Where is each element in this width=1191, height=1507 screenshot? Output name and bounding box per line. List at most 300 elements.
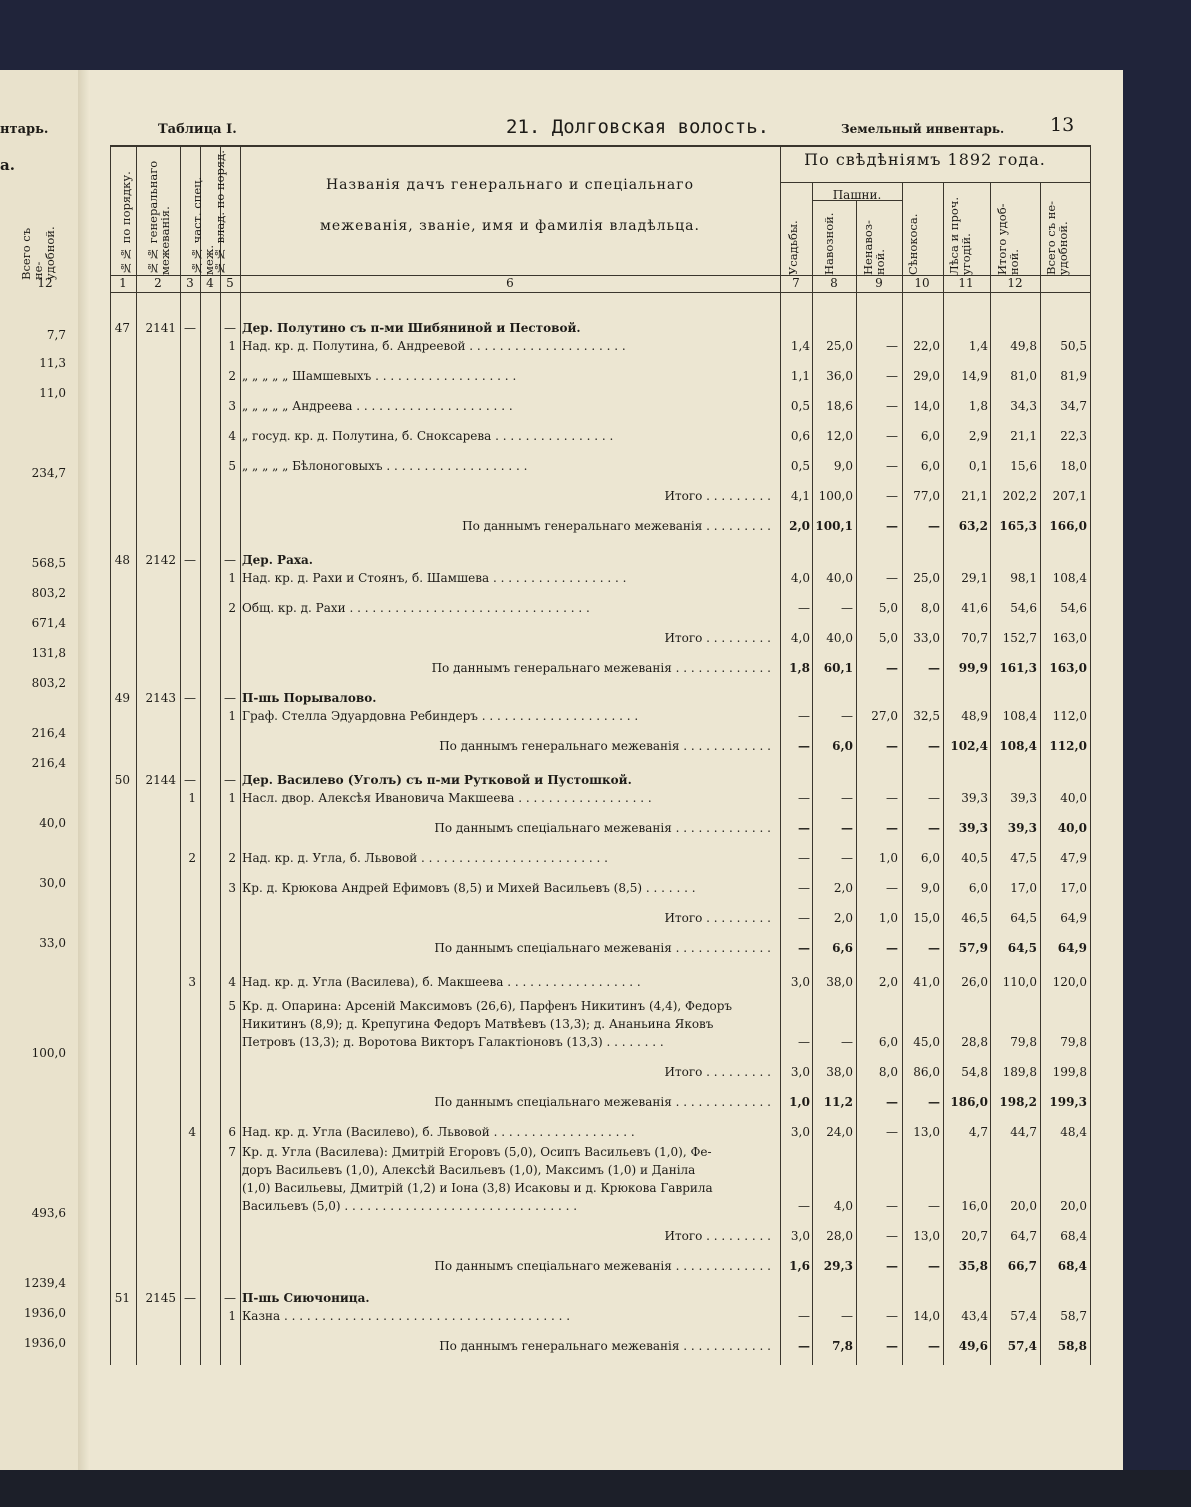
cell-value-col6: 1,8 bbox=[789, 661, 810, 675]
left-page-value: 1239,4 bbox=[24, 1276, 66, 1290]
cell-name: Кр. д. Опарина: Арсеній Максимовъ (26,6), Парфенъ Никитинъ (4,4), Федоръ bbox=[242, 999, 733, 1013]
cell-value-col8: — bbox=[886, 1095, 898, 1109]
table-row bbox=[90, 458, 1123, 474]
cell-name: Итого . . . . . . . . . bbox=[664, 911, 771, 925]
cell-n3: 3 bbox=[188, 975, 196, 989]
cell-value-col12: 22,3 bbox=[1060, 429, 1087, 443]
cell-value-col6: 3,0 bbox=[790, 1229, 810, 1243]
cell-value-col10: 46,5 bbox=[961, 911, 988, 925]
cell-value-col9: 29,0 bbox=[913, 369, 940, 383]
cell-value-col12: 17,0 bbox=[1060, 881, 1087, 895]
cell-name: „ „ „ „ „ Бѣлоноговыхъ . . . . . . . . . . . . . . . . . . . bbox=[242, 459, 528, 473]
cell-value-col6: — bbox=[798, 1339, 810, 1353]
cell-value-col11: 189,8 bbox=[1002, 1065, 1037, 1079]
left-page-value: 40,0 bbox=[39, 816, 66, 830]
table-row bbox=[90, 488, 1123, 504]
cell-value-col11: 20,0 bbox=[1010, 1199, 1037, 1213]
cell-value-col7: 38,0 bbox=[826, 1065, 853, 1079]
cell-value-col10: 6,0 bbox=[968, 881, 988, 895]
cell-n4: 5 bbox=[228, 999, 236, 1013]
table-row bbox=[90, 1308, 1123, 1324]
cell-value-col10: 28,8 bbox=[961, 1035, 988, 1049]
cell-n4: — bbox=[224, 321, 236, 335]
cell-value-col10: 70,7 bbox=[961, 631, 988, 645]
cell-n2: 2145 bbox=[145, 1291, 176, 1305]
cell-value-col7: 24,0 bbox=[826, 1125, 853, 1139]
cell-value-col11: 44,7 bbox=[1010, 1125, 1037, 1139]
cell-n2: 2141 bbox=[145, 321, 176, 335]
cell-value-col11: 39,3 bbox=[1010, 791, 1037, 805]
cell-value-col11: 202,2 bbox=[1002, 489, 1037, 503]
document-page bbox=[90, 70, 1123, 1470]
cell-name: Общ. кр. д. Рахи . . . . . . . . . . . . . . . . . . . . . . . . . . . . . . . . bbox=[242, 601, 590, 615]
scan-background-right bbox=[1123, 70, 1191, 1470]
cell-value-col8: — bbox=[886, 881, 898, 895]
cell-value-col9: — bbox=[928, 1095, 940, 1109]
cell-value-col8: — bbox=[886, 1259, 898, 1273]
cell-name: Казна . . . . . . . . . . . . . . . . . . . . . . . . . . . . . . . . . . . . . . bbox=[242, 1309, 571, 1323]
cell-n3: — bbox=[184, 773, 196, 787]
left-page-value: 1936,0 bbox=[24, 1306, 66, 1320]
page-title: 21. Долговская волость. bbox=[506, 116, 770, 138]
cell-name: П-шь Порывалово. bbox=[242, 691, 377, 705]
cell-value-col6: 0,5 bbox=[790, 399, 810, 413]
cell-value-col9: 13,0 bbox=[913, 1229, 940, 1243]
cell-value-col9: — bbox=[928, 1199, 940, 1213]
cell-value-col9: 6,0 bbox=[920, 459, 940, 473]
cell-value-col6: 4,1 bbox=[790, 489, 810, 503]
table-row bbox=[90, 630, 1123, 646]
cell-value-col7: — bbox=[841, 601, 853, 615]
cell-value-col12: 68,4 bbox=[1057, 1259, 1087, 1273]
table-row bbox=[90, 600, 1123, 616]
col-header-5-line2: межеванія, званіе, имя и фамилія владѣльца. bbox=[320, 218, 700, 234]
cell-value-col7: 4,0 bbox=[833, 1199, 853, 1213]
cell-value-col6: 3,0 bbox=[790, 1065, 810, 1079]
cell-value-col11: 49,8 bbox=[1010, 339, 1037, 353]
cell-value-col11: 66,7 bbox=[1007, 1259, 1037, 1273]
cell-value-col9: — bbox=[928, 739, 940, 753]
cell-value-col9: 9,0 bbox=[920, 881, 940, 895]
cell-value-col10: 0,1 bbox=[968, 459, 988, 473]
cell-value-col12: 68,4 bbox=[1060, 1229, 1087, 1243]
cell-value-col12: 79,8 bbox=[1060, 1035, 1087, 1049]
cell-value-col9: 33,0 bbox=[913, 631, 940, 645]
table-row bbox=[90, 1144, 1123, 1160]
cell-value-col7: 100,1 bbox=[815, 519, 853, 533]
column-number-2: 2 bbox=[154, 276, 162, 290]
column-number-1: 1 bbox=[119, 276, 127, 290]
cell-n4: 3 bbox=[228, 399, 236, 413]
cell-value-col6: — bbox=[798, 601, 810, 615]
group-header-rule bbox=[780, 182, 1090, 183]
cell-value-col8: — bbox=[886, 459, 898, 473]
cell-n1: 49 bbox=[114, 691, 130, 705]
cell-value-col10: 4,7 bbox=[968, 1125, 988, 1139]
cell-value-col10: 35,8 bbox=[958, 1259, 988, 1273]
cell-value-col7: — bbox=[841, 821, 853, 835]
cell-value-col6: 1,0 bbox=[789, 1095, 810, 1109]
cell-name: „ госуд. кр. д. Полутина, б. Снoксарева . . . . . . . . . . . . . . . . bbox=[242, 429, 614, 443]
table-row bbox=[90, 552, 1123, 568]
left-page-value: 30,0 bbox=[39, 876, 66, 890]
cell-value-col10: 16,0 bbox=[961, 1199, 988, 1213]
table-row bbox=[90, 880, 1123, 896]
cell-value-col12: 47,9 bbox=[1060, 851, 1087, 865]
table-row bbox=[90, 790, 1123, 806]
cell-n4: 1 bbox=[228, 571, 236, 585]
cell-value-col8: — bbox=[886, 1339, 898, 1353]
cell-value-col12: 48,4 bbox=[1060, 1125, 1087, 1139]
cell-value-col7: — bbox=[841, 1309, 853, 1323]
cell-value-col6: — bbox=[798, 941, 810, 955]
cell-value-col12: 58,7 bbox=[1060, 1309, 1087, 1323]
col-header-12: Всего съ не- удобной. bbox=[1044, 200, 1070, 275]
cell-value-col7: 40,0 bbox=[826, 571, 853, 585]
cell-value-col10: 43,4 bbox=[961, 1309, 988, 1323]
col-header-9: Сѣнокоса. bbox=[906, 213, 920, 275]
cell-value-col12: 20,0 bbox=[1060, 1199, 1087, 1213]
cell-value-col7: — bbox=[841, 791, 853, 805]
table-row bbox=[90, 998, 1123, 1014]
cell-name: Итого . . . . . . . . . bbox=[664, 1229, 771, 1243]
cell-value-col7: 18,6 bbox=[826, 399, 853, 413]
left-page-value: 33,0 bbox=[39, 936, 66, 950]
col-header-8: Ненавоз- ной. bbox=[861, 220, 887, 275]
left-page-value: 11,3 bbox=[39, 356, 66, 370]
cell-value-col12: 120,0 bbox=[1052, 975, 1087, 989]
cell-value-col9: — bbox=[928, 519, 940, 533]
cell-value-col8: — bbox=[886, 1309, 898, 1323]
cell-value-col11: 79,8 bbox=[1010, 1035, 1037, 1049]
cell-value-col9: — bbox=[928, 791, 940, 805]
cell-value-col8: 27,0 bbox=[871, 709, 898, 723]
cell-value-col11: 57,4 bbox=[1010, 1309, 1037, 1323]
cell-value-col11: 15,6 bbox=[1010, 459, 1037, 473]
cell-value-col11: 57,4 bbox=[1007, 1339, 1037, 1353]
cell-value-col10: 40,5 bbox=[961, 851, 988, 865]
cell-value-col8: 6,0 bbox=[878, 1035, 898, 1049]
cell-value-col6: 2,0 bbox=[789, 519, 810, 533]
left-page-value: 568,5 bbox=[31, 556, 66, 570]
cell-value-col9: 15,0 bbox=[913, 911, 940, 925]
cell-value-col6: — bbox=[798, 1199, 810, 1213]
cell-value-col8: — bbox=[886, 1199, 898, 1213]
table-row bbox=[90, 1198, 1123, 1214]
column-number-6: 6 bbox=[506, 276, 514, 290]
cell-value-col9: 77,0 bbox=[913, 489, 940, 503]
cell-value-col9: 14,0 bbox=[913, 1309, 940, 1323]
cell-value-col12: 108,4 bbox=[1052, 571, 1087, 585]
cell-name: Васильевъ (5,0) . . . . . . . . . . . . . . . . . . . . . . . . . . . . . . . bbox=[242, 1199, 578, 1213]
cell-name: „ „ „ „ „ Шамшевыхъ . . . . . . . . . . . . . . . . . . . bbox=[242, 369, 517, 383]
col-header-11: Итого удоб- ной. bbox=[995, 203, 1021, 275]
table-row bbox=[90, 1094, 1123, 1110]
col-header-1: №№ по порядку. bbox=[119, 171, 133, 275]
cell-value-col6: — bbox=[798, 739, 810, 753]
cell-value-col10: 21,1 bbox=[961, 489, 988, 503]
cell-value-col6: 1,1 bbox=[790, 369, 810, 383]
cell-value-col11: 39,3 bbox=[1007, 821, 1037, 835]
cell-n3: — bbox=[184, 1291, 196, 1305]
cell-n4: — bbox=[224, 691, 236, 705]
cell-n4: — bbox=[224, 1291, 236, 1305]
cell-value-col10: 63,2 bbox=[958, 519, 988, 533]
cell-value-col10: 14,9 bbox=[961, 369, 988, 383]
cell-n1: 51 bbox=[114, 1291, 130, 1305]
cell-name: По даннымъ спеціальнаго межеванія . . . . . . . . . . . . . bbox=[434, 941, 771, 955]
left-page-value: 671,4 bbox=[31, 616, 66, 630]
cell-n3: — bbox=[184, 553, 196, 567]
cell-value-col10: 29,1 bbox=[961, 571, 988, 585]
cell-name: Итого . . . . . . . . . bbox=[664, 631, 771, 645]
cell-value-col8: — bbox=[886, 821, 898, 835]
table-row bbox=[90, 1290, 1123, 1306]
cell-n4: 1 bbox=[228, 791, 236, 805]
group-header-1892: По свѣдѣніямъ 1892 года. bbox=[804, 150, 1046, 169]
cell-name: Дер. Полутино съ п-ми Шибяниной и Пестовой. bbox=[242, 321, 581, 335]
column-number-4: 4 bbox=[206, 276, 214, 290]
cell-name: (1,0) Васильевы, Дмитрій (1,2) и Іона (3,8) Исаковы и д. Крюкова Гаврила bbox=[242, 1181, 713, 1195]
cell-value-col9: 25,0 bbox=[913, 571, 940, 585]
cell-value-col6: — bbox=[798, 911, 810, 925]
cell-value-col10: 1,4 bbox=[968, 339, 988, 353]
cell-name: П-шь Сиючоница. bbox=[242, 1291, 370, 1305]
cell-value-col9: 6,0 bbox=[920, 851, 940, 865]
cell-value-col6: 0,5 bbox=[790, 459, 810, 473]
table-row bbox=[90, 518, 1123, 534]
left-page-fragment bbox=[0, 70, 80, 1470]
left-page-value: 216,4 bbox=[31, 726, 66, 740]
cell-value-col6: — bbox=[798, 791, 810, 805]
left-page-value: 131,8 bbox=[31, 646, 66, 660]
cell-value-col7: 2,0 bbox=[833, 881, 853, 895]
cell-value-col6: 3,0 bbox=[790, 975, 810, 989]
cell-value-col11: 198,2 bbox=[999, 1095, 1037, 1109]
cell-value-col9: 14,0 bbox=[913, 399, 940, 413]
cell-value-col12: 199,8 bbox=[1052, 1065, 1087, 1079]
cell-value-col11: 98,1 bbox=[1010, 571, 1037, 585]
cell-value-col9: — bbox=[928, 941, 940, 955]
cell-n3: 2 bbox=[188, 851, 196, 865]
column-number-8: 8 bbox=[830, 276, 838, 290]
cell-name: Граф. Стелла Эдуардовна Ребиндеръ . . . . . . . . . . . . . . . . . . . . . bbox=[242, 709, 639, 723]
cell-n1: 48 bbox=[114, 553, 130, 567]
cell-value-col8: — bbox=[886, 941, 898, 955]
cell-value-col10: 39,3 bbox=[961, 791, 988, 805]
cell-value-col6: — bbox=[798, 1309, 810, 1323]
table-row bbox=[90, 708, 1123, 724]
column-number-9: 9 bbox=[875, 276, 883, 290]
cell-value-col8: 2,0 bbox=[878, 975, 898, 989]
cell-name: Над. кр. д. Рахи и Стоянъ, б. Шамшева . . . . . . . . . . . . . . . . . . bbox=[242, 571, 627, 585]
cell-value-col12: 199,3 bbox=[1049, 1095, 1087, 1109]
cell-name: Кр. д. Угла (Василева): Дмитрій Егоровъ (5,0), Осипъ Васильевъ (1,0), Фе- bbox=[242, 1145, 712, 1159]
cell-value-col7: 9,0 bbox=[833, 459, 853, 473]
table-row bbox=[90, 1338, 1123, 1354]
cell-name: Дер. Раха. bbox=[242, 553, 313, 567]
cell-value-col7: 36,0 bbox=[826, 369, 853, 383]
cell-value-col9: 32,5 bbox=[913, 709, 940, 723]
cell-n4: — bbox=[224, 553, 236, 567]
cell-value-col7: 29,3 bbox=[823, 1259, 853, 1273]
cell-value-col8: — bbox=[886, 399, 898, 413]
scan-background-bottom bbox=[0, 1470, 1191, 1507]
cell-value-col12: 64,9 bbox=[1057, 941, 1087, 955]
table-row bbox=[90, 772, 1123, 788]
cell-name: Итого . . . . . . . . . bbox=[664, 489, 771, 503]
table-row bbox=[90, 1258, 1123, 1274]
cell-value-col7: — bbox=[841, 1035, 853, 1049]
cell-value-col12: 81,9 bbox=[1060, 369, 1087, 383]
cell-value-col11: 17,0 bbox=[1010, 881, 1037, 895]
cell-value-col11: 64,7 bbox=[1010, 1229, 1037, 1243]
cell-name: Над. кр. д. Угла (Василева), б. Макшеева . . . . . . . . . . . . . . . . . . bbox=[242, 975, 641, 989]
cell-value-col10: 57,9 bbox=[958, 941, 988, 955]
cell-value-col8: — bbox=[886, 489, 898, 503]
cell-value-col7: 6,0 bbox=[832, 739, 853, 753]
cell-value-col11: 108,4 bbox=[1002, 709, 1037, 723]
cell-value-col9: 45,0 bbox=[913, 1035, 940, 1049]
cell-name: Никитинъ (8,9); д. Крепугина Федоръ Матвѣевъ (13,3); д. Ананьина Яковъ bbox=[242, 1017, 714, 1031]
cell-name: Над. кр. д. Угла, б. Львовой . . . . . . . . . . . . . . . . . . . . . . . . . bbox=[242, 851, 608, 865]
cell-name: По даннымъ генеральнаго межеванія . . . . . . . . . . . . . bbox=[431, 661, 771, 675]
cell-value-col11: 21,1 bbox=[1010, 429, 1037, 443]
table-row bbox=[90, 940, 1123, 956]
left-page-value: 7,7 bbox=[46, 328, 66, 342]
cell-value-col6: — bbox=[798, 709, 810, 723]
cell-value-col11: 47,5 bbox=[1010, 851, 1037, 865]
cell-value-col10: 41,6 bbox=[961, 601, 988, 615]
column-number-5: 5 bbox=[226, 276, 234, 290]
cell-name: По даннымъ спеціальнаго межеванія . . . . . . . . . . . . . bbox=[434, 821, 771, 835]
cell-value-col9: 6,0 bbox=[920, 429, 940, 443]
cell-value-col8: 8,0 bbox=[878, 1065, 898, 1079]
section-title: Земельный инвентарь. bbox=[841, 122, 1005, 136]
cell-value-col7: 38,0 bbox=[826, 975, 853, 989]
cell-value-col6: 3,0 bbox=[790, 1125, 810, 1139]
cell-n4: 2 bbox=[228, 369, 236, 383]
cell-value-col12: 18,0 bbox=[1060, 459, 1087, 473]
table-row bbox=[90, 910, 1123, 926]
cell-n4: 6 bbox=[228, 1125, 236, 1139]
cell-value-col6: 0,6 bbox=[790, 429, 810, 443]
cell-n3: — bbox=[184, 691, 196, 705]
table-row bbox=[90, 570, 1123, 586]
table-row bbox=[90, 660, 1123, 676]
cell-value-col6: — bbox=[798, 821, 810, 835]
cell-value-col8: — bbox=[886, 519, 898, 533]
col-header-2: №№ генеральнаго межеванія. bbox=[146, 160, 172, 275]
cell-value-col10: 39,3 bbox=[958, 821, 988, 835]
cell-value-col6: — bbox=[798, 881, 810, 895]
cell-value-col10: 2,9 bbox=[968, 429, 988, 443]
cell-value-col12: 58,8 bbox=[1057, 1339, 1087, 1353]
cell-value-col12: 40,0 bbox=[1060, 791, 1087, 805]
cell-name: По даннымъ спеціальнаго межеванія . . . . . . . . . . . . . bbox=[434, 1095, 771, 1109]
cell-value-col11: 152,7 bbox=[1002, 631, 1037, 645]
cell-value-col11: 110,0 bbox=[1002, 975, 1037, 989]
cell-value-col11: 64,5 bbox=[1007, 941, 1037, 955]
page-number: 13 bbox=[1050, 114, 1075, 136]
cell-name: Кр. д. Крюкова Андрей Ефимовъ (8,5) и Михей Васильевъ (8,5) . . . . . . . bbox=[242, 881, 696, 895]
table-row bbox=[90, 1162, 1123, 1178]
cell-value-col12: 112,0 bbox=[1049, 739, 1087, 753]
cell-value-col12: 163,0 bbox=[1049, 661, 1087, 675]
left-col-header-letter: а. bbox=[0, 156, 15, 174]
cell-value-col6: 1,4 bbox=[790, 339, 810, 353]
cell-value-col10: 48,9 bbox=[961, 709, 988, 723]
cell-name: По даннымъ генеральнаго межеванія . . . . . . . . . . . . bbox=[439, 739, 771, 753]
cell-value-col10: 99,9 bbox=[958, 661, 988, 675]
cell-value-col7: — bbox=[841, 851, 853, 865]
cell-value-col9: — bbox=[928, 821, 940, 835]
left-page-value: 803,2 bbox=[31, 586, 66, 600]
cell-value-col9: — bbox=[928, 661, 940, 675]
col-header-4: №№ влад. по поряд. bbox=[213, 150, 227, 275]
table-row bbox=[90, 1064, 1123, 1080]
left-page-value: 234,7 bbox=[31, 466, 66, 480]
cell-n2: 2144 bbox=[145, 773, 176, 787]
cell-n4: 2 bbox=[228, 601, 236, 615]
group-header-pashni: Пашни. bbox=[832, 188, 882, 202]
cell-name: Над. кр. д. Угла (Василево), б. Львовой . . . . . . . . . . . . . . . . . . . bbox=[242, 1125, 635, 1139]
cell-value-col6: — bbox=[798, 1035, 810, 1049]
table-row bbox=[90, 320, 1123, 336]
cell-value-col12: 34,7 bbox=[1060, 399, 1087, 413]
table-row bbox=[90, 338, 1123, 354]
cell-name: По даннымъ спеціальнаго межеванія . . . . . . . . . . . . . bbox=[434, 1259, 771, 1273]
cell-n2: 2142 bbox=[145, 553, 176, 567]
cell-value-col10: 54,8 bbox=[961, 1065, 988, 1079]
cell-value-col12: 112,0 bbox=[1052, 709, 1087, 723]
cell-n3: — bbox=[184, 321, 196, 335]
cell-value-col11: 108,4 bbox=[999, 739, 1037, 753]
table-row bbox=[90, 1228, 1123, 1244]
col-header-10: Лѣса и проч. угодій. bbox=[947, 196, 973, 275]
table-row bbox=[90, 398, 1123, 414]
left-page-title: нтарь. bbox=[0, 122, 49, 137]
cell-n1: 50 bbox=[114, 773, 130, 787]
table-row bbox=[90, 1016, 1123, 1032]
cell-value-col7: 2,0 bbox=[833, 911, 853, 925]
cell-value-col9: — bbox=[928, 1339, 940, 1353]
cell-value-col9: 22,0 bbox=[913, 339, 940, 353]
cell-n4: 4 bbox=[228, 975, 236, 989]
cell-value-col8: — bbox=[886, 571, 898, 585]
cell-value-col9: 41,0 bbox=[913, 975, 940, 989]
cell-value-col7: 60,1 bbox=[823, 661, 853, 675]
cell-n3: 1 bbox=[188, 791, 196, 805]
cell-value-col7: 11,2 bbox=[823, 1095, 853, 1109]
cell-n1: 47 bbox=[114, 321, 130, 335]
cell-value-col11: 161,3 bbox=[999, 661, 1037, 675]
cell-n4: 4 bbox=[228, 429, 236, 443]
cell-name: Петровъ (13,3); д. Воротова Викторъ Галактіоновъ (13,3) . . . . . . . . bbox=[242, 1035, 664, 1049]
column-number-10: 10 bbox=[914, 276, 930, 290]
table-row bbox=[90, 368, 1123, 384]
cell-value-col8: — bbox=[886, 339, 898, 353]
left-page-value: 1936,0 bbox=[24, 1336, 66, 1350]
cell-n4: 7 bbox=[228, 1145, 236, 1159]
cell-name: По даннымъ генеральнаго межеванія . . . . . . . . . . . . bbox=[439, 1339, 771, 1353]
cell-value-col8: 1,0 bbox=[878, 911, 898, 925]
cell-value-col7: 40,0 bbox=[826, 631, 853, 645]
cell-name: По даннымъ генеральнаго межеванія . . . . . . . . . bbox=[462, 519, 771, 533]
cell-name: доръ Васильевъ (1,0), Алексѣй Васильевъ (1,0), Максимъ (1,0) и Даніла bbox=[242, 1163, 696, 1177]
left-col-header: Всего съ не- удобной. bbox=[19, 226, 57, 280]
cell-n4: 1 bbox=[228, 1309, 236, 1323]
